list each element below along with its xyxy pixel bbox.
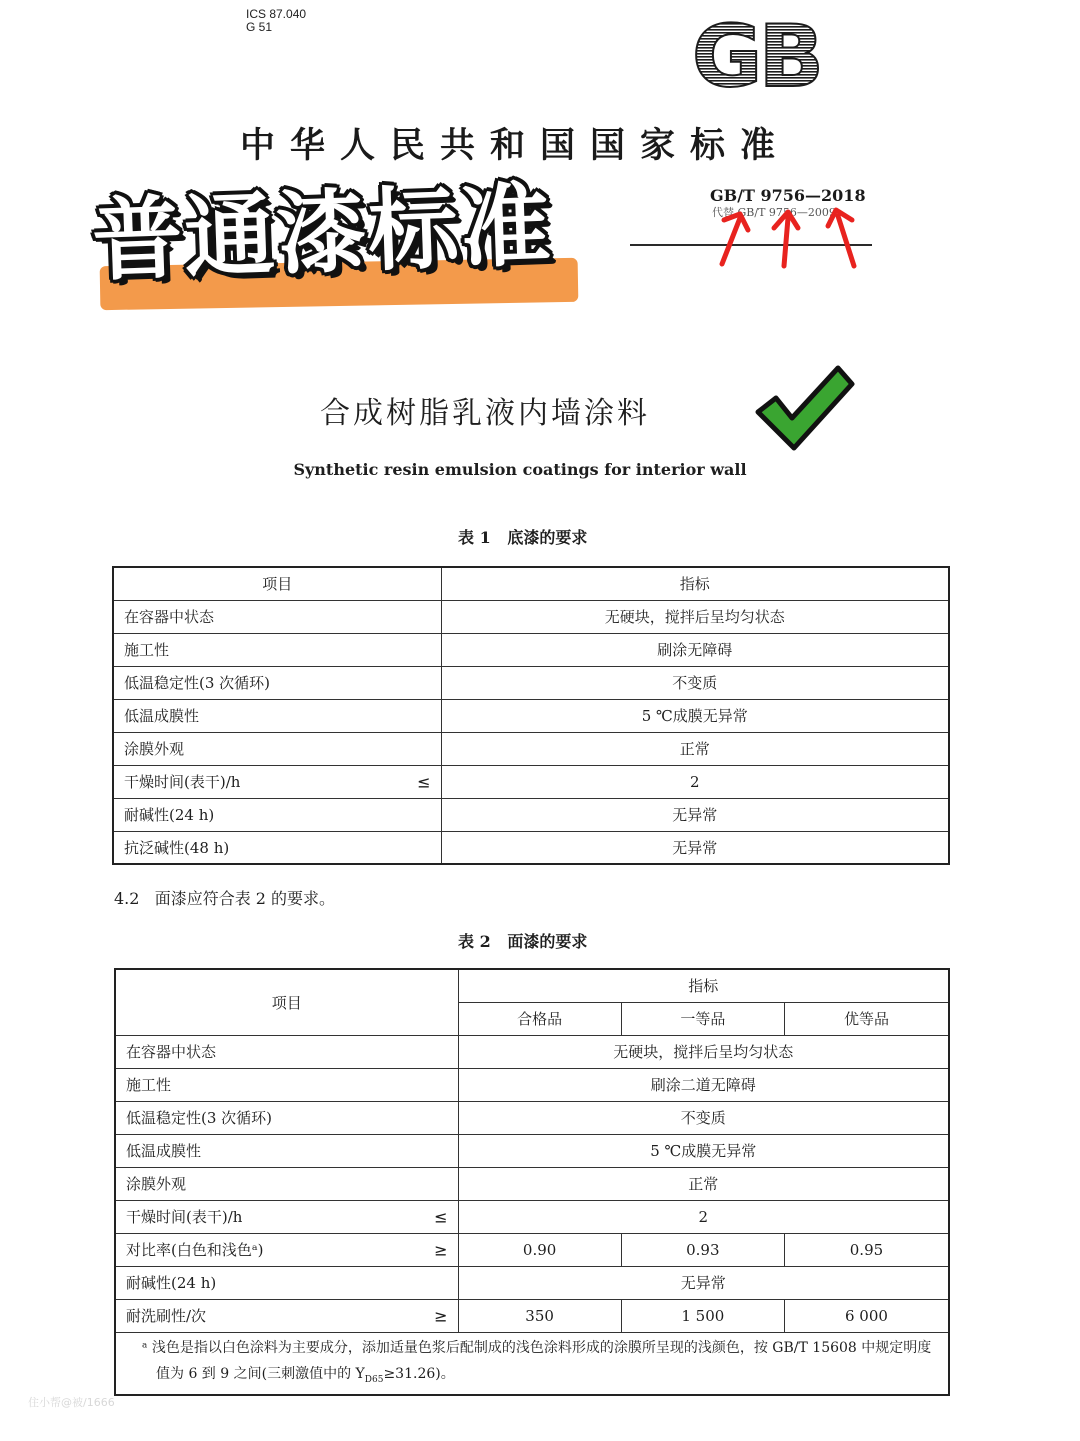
item-cell [113, 633, 441, 666]
arrow-icon [784, 218, 788, 266]
gb-logo-text: GB [691, 14, 821, 96]
value-cell: 无异常 [441, 831, 949, 864]
national-standard-title: 中华人民共和国国家标准 [240, 125, 791, 166]
grade-value-cell: 0.93 [621, 1233, 784, 1266]
table-row [113, 699, 949, 732]
gb-logo [682, 14, 830, 96]
item-label: 耐碱性(24 h) [126, 1274, 217, 1292]
footnote-subscript: D65 [364, 1374, 384, 1385]
table-row [115, 1068, 949, 1101]
footnote-mark: ᵃ [142, 1339, 148, 1356]
grade-value-cell: 6 000 [784, 1299, 949, 1332]
standard-code: GB/T 9756—2018 [710, 186, 866, 205]
table-row [115, 1167, 949, 1200]
item-label: 施工性 [124, 641, 170, 659]
value-cell: 无硬块，搅拌后呈均匀状态 [458, 1035, 949, 1068]
item-label: 低温稳定性(3 次循环) [126, 1109, 273, 1127]
comparison-symbol: ≥ [434, 1306, 448, 1325]
item-label: 涂膜外观 [124, 740, 185, 758]
footnote-tail: ≥31.26)。 [383, 1365, 455, 1382]
item-cell [115, 1266, 458, 1299]
grade-value-cell: 350 [458, 1299, 621, 1332]
value-cell: 不变质 [458, 1101, 949, 1134]
item-cell [115, 1035, 458, 1068]
value-cell: 2 [441, 765, 949, 798]
table-row [113, 765, 949, 798]
item-label: 干燥时间(表干)/h [126, 1208, 243, 1226]
grade-header: 优等品 [784, 1002, 949, 1035]
table-header-row [113, 567, 949, 600]
item-cell [113, 666, 441, 699]
value-cell: 无硬块，搅拌后呈均匀状态 [441, 600, 949, 633]
item-cell [113, 798, 441, 831]
item-label: 耐碱性(24 h) [124, 806, 215, 824]
item-label: 低温成膜性 [124, 707, 200, 725]
value-cell: 刷涂二道无障碍 [458, 1068, 949, 1101]
item-label: 对比率(白色和浅色ᵃ) [126, 1241, 264, 1259]
footnote-text: 浅色是指以白色涂料为主要成分，添加适量色浆后配制成的浅色涂料形成的涂膜所呈现的浅颜色，按 GB/T 15608 中规定明度值为 6 到 9 之间(三刺激值中的 Y [151, 1339, 932, 1382]
item-cell [113, 831, 441, 864]
item-label: 在容器中状态 [126, 1043, 217, 1061]
clause-4-2: 4.2 面漆应符合表 2 的要求。 [114, 889, 336, 908]
footnote-row [115, 1332, 949, 1395]
grade-value-cell: 1 500 [621, 1299, 784, 1332]
replaced-standard: 代替 GB/T 9756—2009 [712, 206, 836, 219]
item-label: 低温成膜性 [126, 1142, 202, 1160]
table-row [113, 732, 949, 765]
item-cell [115, 1233, 458, 1266]
ics-number: ICS 87.040 [246, 7, 307, 21]
value-cell: 不变质 [441, 666, 949, 699]
table-row [113, 666, 949, 699]
grade-header: 合格品 [458, 1002, 621, 1035]
item-cell [115, 1068, 458, 1101]
red-arrows-annotation [712, 196, 872, 276]
table-footnote [115, 1332, 949, 1395]
grade-header: 一等品 [621, 1002, 784, 1035]
item-cell [115, 1167, 458, 1200]
item-cell [113, 699, 441, 732]
item-label: 施工性 [126, 1076, 172, 1094]
item-cell [115, 1299, 458, 1332]
banner-title: 普通漆标准 [90, 172, 554, 294]
item-cell [115, 1134, 458, 1167]
table-row [115, 1134, 949, 1167]
header-index: 指标 [441, 567, 949, 600]
value-cell: 无异常 [441, 798, 949, 831]
item-cell [115, 1101, 458, 1134]
item-label: 涂膜外观 [126, 1175, 187, 1193]
table-2-caption: 表 2 面漆的要求 [458, 932, 588, 951]
table-row [115, 1200, 949, 1233]
value-cell: 5 ℃成膜无异常 [458, 1134, 949, 1167]
table-row [113, 600, 949, 633]
table-row [113, 798, 949, 831]
header-item: 项目 [113, 567, 441, 600]
header-index: 指标 [458, 969, 949, 1002]
topcoat-requirements-table [114, 968, 950, 1396]
item-label: 干燥时间(表干)/h [124, 773, 241, 791]
document-title-zh: 合成树脂乳液内墙涂料 [320, 396, 650, 431]
value-cell: 5 ℃成膜无异常 [441, 699, 949, 732]
table-row [115, 1233, 949, 1266]
ics-code [246, 8, 306, 34]
table-1-caption: 表 1 底漆的要求 [458, 528, 588, 547]
item-cell [113, 732, 441, 765]
item-label: 在容器中状态 [124, 608, 215, 626]
check-icon [752, 362, 856, 454]
grade-value-cell: 0.90 [458, 1233, 621, 1266]
value-cell: 正常 [458, 1167, 949, 1200]
grade-value-cell: 0.95 [784, 1233, 949, 1266]
item-cell [113, 600, 441, 633]
table-row [113, 633, 949, 666]
table-row [115, 1101, 949, 1134]
value-cell: 2 [458, 1200, 949, 1233]
watermark: 住小帮@被/1666 [28, 1396, 115, 1409]
item-label: 低温稳定性(3 次循环) [124, 674, 271, 692]
arrow-icon [722, 218, 740, 264]
document-title-en: Synthetic resin emulsion coatings for interior wall [293, 460, 747, 479]
comparison-symbol: ≥ [434, 1240, 448, 1259]
arrow-icon [838, 216, 854, 266]
table-row [115, 1035, 949, 1068]
primer-requirements-table [112, 566, 950, 865]
class-code: G 51 [246, 20, 273, 34]
table-header-row [115, 969, 949, 1002]
table-row [115, 1266, 949, 1299]
table-row [113, 831, 949, 864]
item-cell [113, 765, 441, 798]
header-item: 项目 [115, 969, 458, 1035]
comparison-symbol: ≤ [434, 1207, 448, 1226]
value-cell: 无异常 [458, 1266, 949, 1299]
item-label: 耐洗刷性/次 [126, 1307, 207, 1325]
value-cell: 刷涂无障碍 [441, 633, 949, 666]
item-cell [115, 1200, 458, 1233]
table-row [115, 1299, 949, 1332]
comparison-symbol: ≤ [417, 772, 431, 791]
item-label: 抗泛碱性(48 h) [124, 838, 230, 857]
value-cell: 正常 [441, 732, 949, 765]
